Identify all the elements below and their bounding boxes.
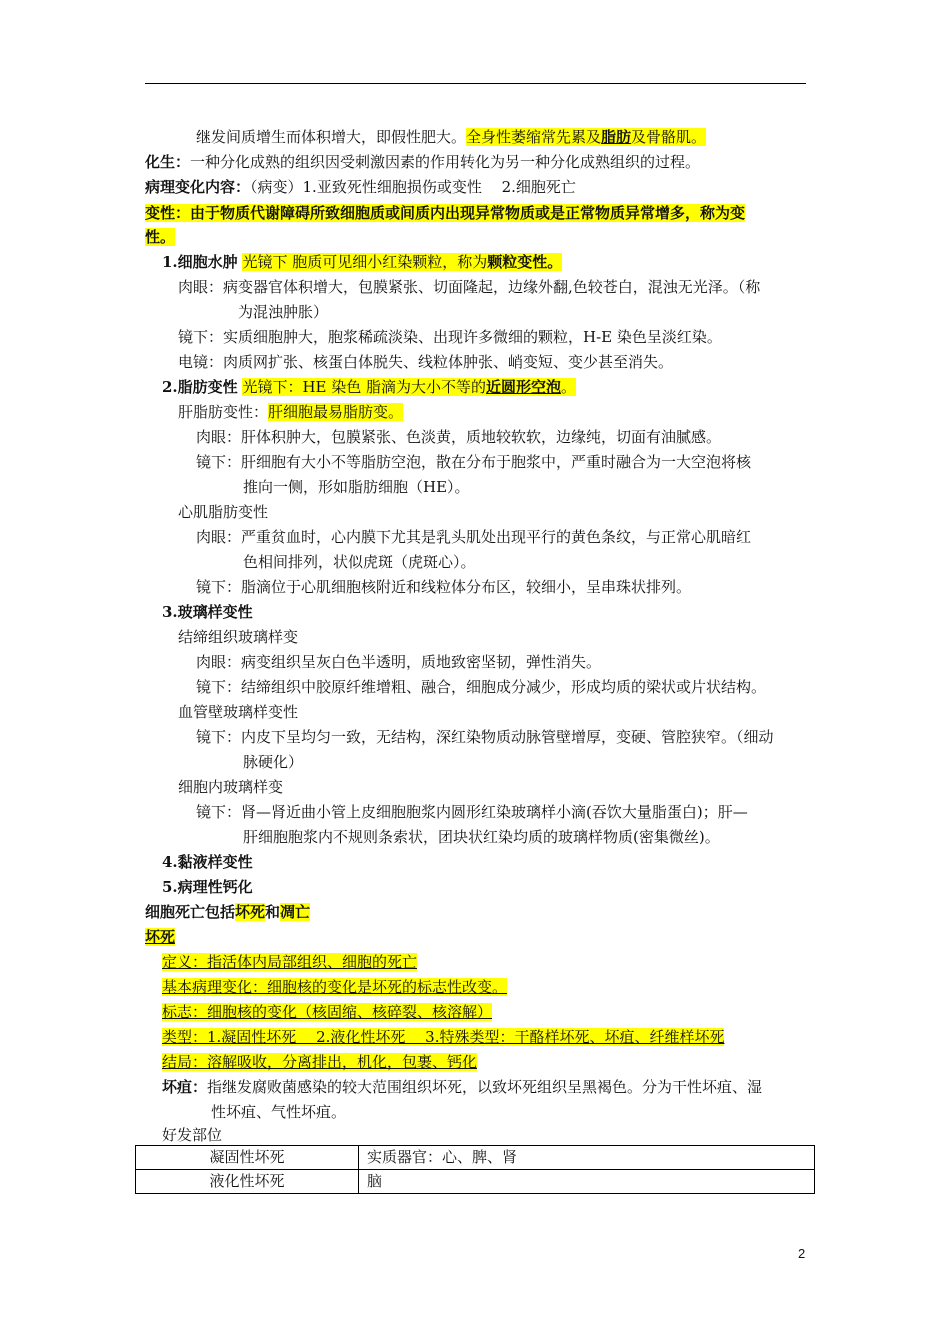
s1-title: 1.细胞水肿 <box>162 253 238 271</box>
content-line <box>145 177 576 197</box>
intro-text: 继发间质增生而体积增大，即假性肥大。 <box>196 128 467 146</box>
necrosis-title: 坏死 <box>145 928 176 946</box>
s3-ic-label: 细胞内玻璃样变 <box>178 778 284 796</box>
s1-electron: 电镜：肉质网扩张、核蛋白体脱失、线粒体肿张、峭变短、变少甚至消失。 <box>178 353 674 371</box>
s1-eye-cont: 为混浊肿胀） <box>238 303 329 321</box>
necrosis-basic: 基本病理变化：细胞核的变化是坏死的标志性改变。 <box>162 978 508 996</box>
degeneration-def-2: 性。 <box>145 228 176 246</box>
s2-heart-eye: 肉眼：严重贫血时，心内膜下尤其是乳头肌处出现平行的黄色条纹，与正常心肌暗红 <box>196 528 752 546</box>
s1-eye: 肉眼：病变器官体积增大，包膜紧张、切面隆起，边缘外翻,色较苍白，混浊无光泽。（称 <box>178 278 761 296</box>
header-rule <box>145 83 806 84</box>
site-table <box>135 1145 815 1194</box>
page-number: 2 <box>798 1246 806 1261</box>
table-cell: 凝固性坏死 <box>136 1146 359 1170</box>
table-cell: 脑 <box>359 1170 815 1194</box>
s3-ct-eye: 肉眼：病变组织呈灰白色半透明，质地致密坚韧，弹性消失。 <box>196 653 602 671</box>
table-row <box>136 1146 815 1170</box>
metaplasia-line <box>145 152 700 172</box>
metaplasia-label: 化生： <box>145 153 191 171</box>
gangrene-cont: 性坏疽、气性坏疽。 <box>211 1103 347 1121</box>
s2-heading <box>162 377 576 397</box>
s1-heading <box>162 252 562 272</box>
s2-liver-line: 肝脂肪变性：肝细胞最易脂肪变。 <box>178 403 404 421</box>
fat-term: 脂肪 <box>601 128 632 146</box>
s2-liver-eye: 肉眼：肝体积肿大，包膜紧张、色淡黄，质地较软软，边缘纯，切面有油腻感。 <box>196 428 722 446</box>
s1-microscope: 镜下：实质细胞肿大，胞浆稀疏淡染、出现许多微细的颗粒，H-E 染色呈淡红染。 <box>178 328 722 346</box>
s3-vw-lm-cont: 脉硬化） <box>243 753 304 771</box>
table-row <box>136 1170 815 1194</box>
necrosis-types: 类型：1.凝固性坏死 2.液化性坏死 3.特殊类型：干酪样坏死、坏疽、纤维样坏死 <box>162 1028 725 1046</box>
s3-ic-lm: 镜下：肾—肾近曲小管上皮细胞胞浆内圆形红染玻璃样小滴(吞饮大量脂蛋白)；肝— <box>196 803 748 821</box>
degeneration-def-1: 变性：由于物质代谢障碍所致细胞质或间质内出现异常物质或是正常物质异常增多，称为变 <box>145 204 746 222</box>
s3-ct-lm: 镜下：结缔组织中胶原纤维增粗、融合，细胞成分减少，形成均质的梁状或片状结构。 <box>196 678 767 696</box>
intro-line <box>196 127 706 147</box>
s2-title: 2.脂肪变性 <box>162 378 238 396</box>
metaplasia-text: 一种分化成熟的组织因受刺激因素的作用转化为另一种分化成熟组织的过程。 <box>190 153 701 171</box>
s4-title: 4.黏液样变性 <box>162 853 253 871</box>
s3-vw-lm: 镜下：内皮下呈均匀一致，无结构，深红染物质动脉管壁增厚，变硬、管腔狭窄。（细动 <box>196 728 774 746</box>
content-text: （病变）1.亚致死性细胞损伤或变性 2.细胞死亡 <box>250 178 576 196</box>
site-label: 好发部位 <box>162 1126 223 1144</box>
death-line: 细胞死亡包括坏死和凋亡 <box>145 903 311 921</box>
necrosis-outcome: 结局：溶解吸收，分离排出，机化，包裹、钙化 <box>162 1053 478 1071</box>
content-label: 病理变化内容： <box>145 178 251 196</box>
s3-vw-label: 血管壁玻璃样变性 <box>178 703 299 721</box>
necrosis-mark: 标志：细胞核的变化（核固缩、核碎裂、核溶解） <box>162 1003 493 1021</box>
s3-ic-lm-cont: 肝细胞胞浆内不规则条索状，团块状红染均质的玻璃样物质(密集微丝)。 <box>243 828 720 846</box>
table-cell: 液化性坏死 <box>136 1170 359 1194</box>
s1-highlight: 光镜下 胞质可见细小红染颗粒，称为颗粒变性。 <box>242 253 563 271</box>
s2-liver-lm: 镜下：肝细胞有大小不等脂肪空泡，散在分布于胞浆中，严重时融合为一大空泡将核 <box>196 453 752 471</box>
s3-ct-label: 结缔组织玻璃样变 <box>178 628 299 646</box>
s2-heart-eye-cont: 色相间排列，状似虎斑（虎斑心）。 <box>243 553 476 571</box>
s2-liver-lm-cont: 推向一侧，形如脂肪细胞（HE）。 <box>243 478 470 496</box>
s2-heart-label: 心肌脂肪变性 <box>178 503 269 521</box>
gangrene-line: 坏疽：指继发腐败菌感染的较大范围组织坏死，以致坏死组织呈黑褐色。分为干性坏疽、湿 <box>162 1078 763 1096</box>
s5-title: 5.病理性钙化 <box>162 878 253 896</box>
s2-highlight: 光镜下：HE 染色 脂滴为大小不等的近圆形空泡。 <box>242 378 577 396</box>
s2-heart-lm: 镜下：脂滴位于心肌细胞核附近和线粒体分布区，较细小，呈串珠状排列。 <box>196 578 692 596</box>
necrosis-def: 定义：指活体内局部组织、细胞的死亡 <box>162 953 418 971</box>
table-cell: 实质器官：心、脾、肾 <box>359 1146 815 1170</box>
s3-title: 3.玻璃样变性 <box>162 603 253 621</box>
highlight-atrophy: 全身性萎缩常先累及脂肪及骨骼肌。 <box>466 128 707 146</box>
